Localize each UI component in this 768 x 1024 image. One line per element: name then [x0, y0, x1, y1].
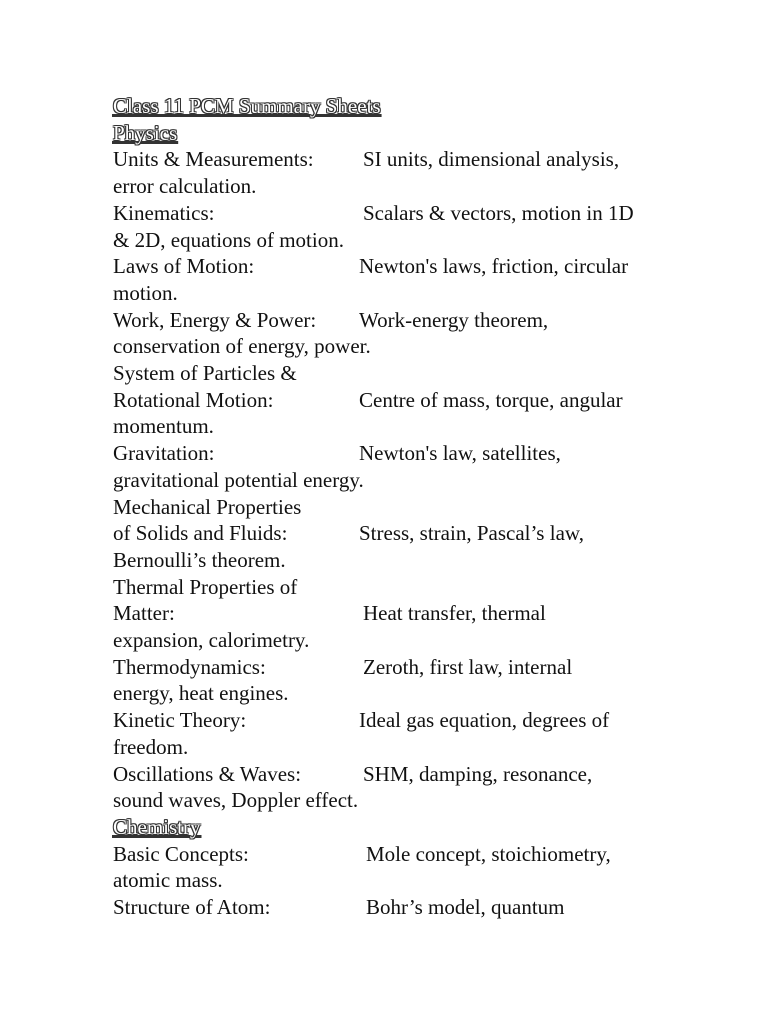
topic-entry-units: [113, 146, 683, 199]
topic-description-continued: & 2D, equations of motion.: [113, 227, 344, 252]
topic-description: SI units, dimensional analysis,: [363, 147, 620, 172]
entry-line: [113, 600, 683, 627]
topic-description-continued: motion.: [113, 280, 178, 305]
topic-description-continued: expansion, calorimetry.: [113, 628, 310, 653]
document-title: Class 11 PCM Summary Sheets: [113, 94, 381, 118]
topic-label: Oscillations & Waves:: [113, 761, 302, 786]
topic-lead-line: Mechanical Properties: [113, 494, 302, 519]
entry-line: [113, 894, 683, 921]
topic-lead-line: System of Particles &: [113, 361, 297, 386]
topic-label: Work, Energy & Power:: [113, 307, 317, 332]
topic-description: Newton's laws, friction, circular: [359, 254, 629, 279]
topic-label: Basic Concepts:: [113, 841, 249, 866]
topic-entry-structure-of-atom: [113, 894, 683, 921]
topic-description-continued: atomic mass.: [113, 868, 223, 893]
entry-line: [113, 253, 683, 280]
entry-line: [113, 520, 683, 547]
entry-line: [113, 707, 683, 734]
topic-description-continued: momentum.: [113, 414, 214, 439]
topic-description-continued: conservation of energy, power.: [113, 334, 371, 359]
topic-description-continued: sound waves, Doppler effect.: [113, 788, 359, 813]
topic-description: Newton's law, satellites,: [359, 441, 561, 466]
topic-entry-basic-concepts: [113, 841, 683, 894]
entry-line: [113, 761, 683, 788]
topic-label: Laws of Motion:: [113, 254, 255, 279]
topic-description: Mole concept, stoichiometry,: [366, 841, 611, 866]
topic-label: Rotational Motion:: [113, 387, 274, 412]
entry-line: [113, 841, 683, 868]
topic-description-continued: gravitational potential energy.: [113, 467, 364, 492]
topic-entry-thermal-properties: [113, 574, 683, 654]
topic-label: Gravitation:: [113, 441, 215, 466]
entry-line: [113, 307, 683, 334]
topic-description: Stress, strain, Pascal’s law,: [359, 521, 584, 546]
topic-description: Work-energy theorem,: [359, 307, 549, 332]
topic-description-continued: Bernoulli’s theorem.: [113, 547, 286, 572]
topic-description-continued: energy, heat engines.: [113, 681, 289, 706]
topic-entry-thermodynamics: [113, 654, 683, 707]
section-heading-chemistry: Chemistry: [113, 814, 201, 839]
section-heading-physics: Physics: [113, 120, 178, 145]
summary-sheet: [113, 93, 683, 921]
topic-entry-rotational-motion: [113, 360, 683, 440]
entry-line: [113, 200, 683, 227]
topic-description-continued: error calculation.: [113, 174, 257, 199]
topic-entry-laws-of-motion: [113, 253, 683, 306]
entry-line: [113, 440, 683, 467]
topic-entry-oscillations-waves: [113, 761, 683, 814]
topic-description: Centre of mass, torque, angular: [359, 387, 623, 412]
entry-line: [113, 387, 683, 414]
topic-description: SHM, damping, resonance,: [363, 761, 593, 786]
topic-entry-kinetic-theory: [113, 707, 683, 760]
topic-entry-work-energy-power: [113, 307, 683, 360]
topic-description: Scalars & vectors, motion in 1D: [363, 200, 634, 225]
topic-label: Kinematics:: [113, 200, 215, 225]
topic-entry-gravitation: [113, 440, 683, 493]
topic-description: Heat transfer, thermal: [363, 601, 546, 626]
entry-line: [113, 146, 683, 173]
topic-label: Kinetic Theory:: [113, 708, 247, 733]
topic-label: Thermodynamics:: [113, 654, 266, 679]
topic-description-continued: freedom.: [113, 734, 189, 759]
topic-description: Ideal gas equation, degrees of: [359, 708, 610, 733]
topic-description: Bohr’s model, quantum: [366, 895, 565, 920]
topic-label: of Solids and Fluids:: [113, 521, 288, 546]
topic-lead-line: Thermal Properties of: [113, 574, 298, 599]
topic-description: Zeroth, first law, internal: [363, 654, 573, 679]
entry-line: [113, 654, 683, 681]
topic-label: Structure of Atom:: [113, 895, 271, 920]
topic-label: Matter:: [113, 601, 175, 626]
topic-entry-kinematics: [113, 200, 683, 253]
topic-entry-mechanical-properties: [113, 494, 683, 574]
topic-label: Units & Measurements:: [113, 147, 314, 172]
